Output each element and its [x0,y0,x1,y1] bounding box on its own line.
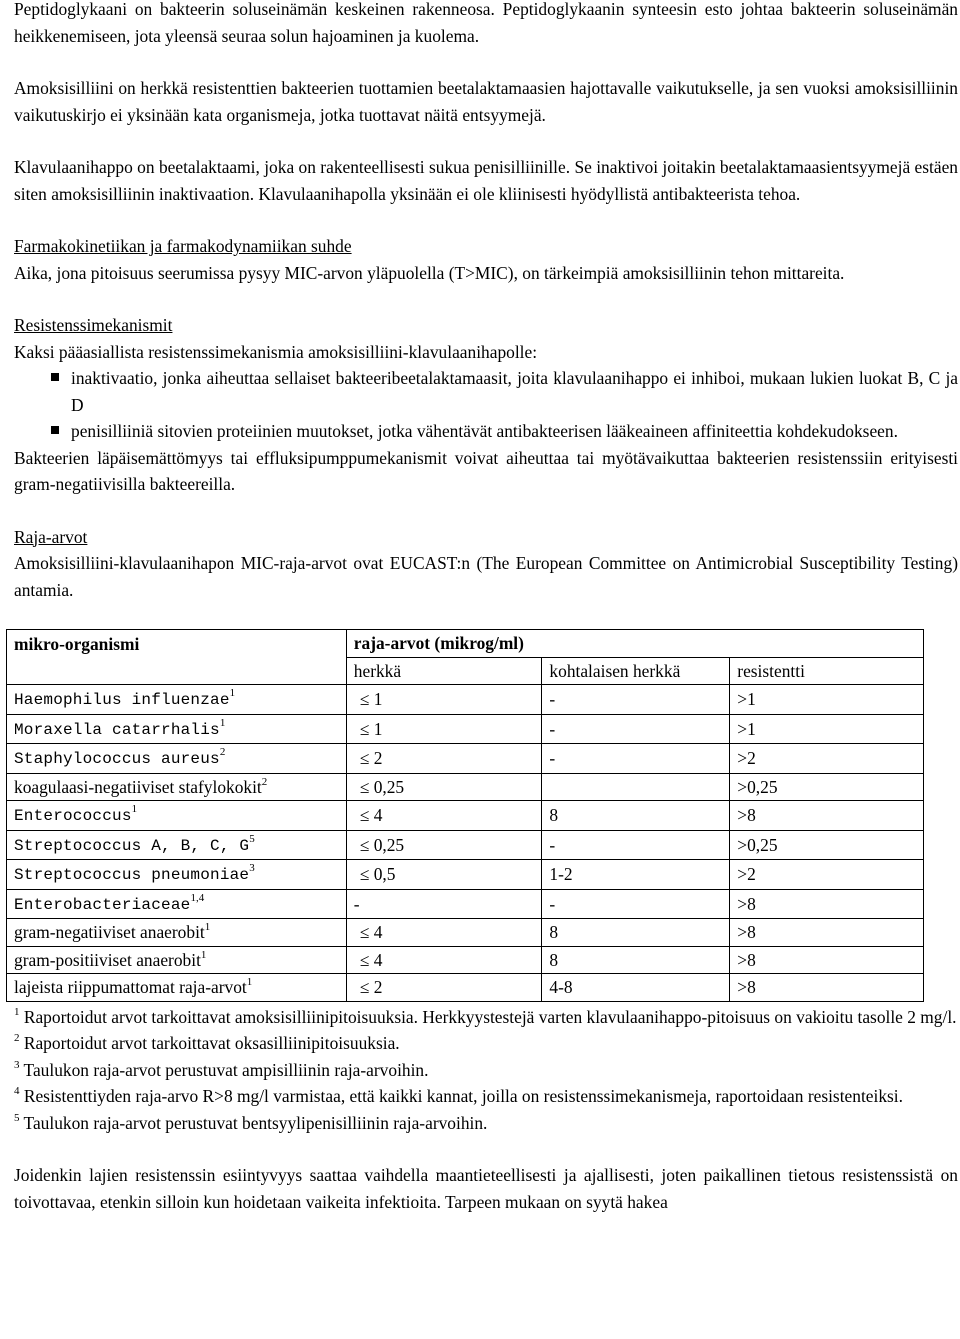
less-equal-icon: ≤ [359,922,370,942]
header-organism: mikro-organismi [7,630,347,685]
intermediate-cell: - [542,744,730,774]
less-equal-icon: ≤ [359,748,370,768]
organism-cell [7,889,347,919]
intermediate-cell: - [542,685,730,715]
paragraph-peptidoglycan: Peptidoglykaani on bakteerin soluseinämän keskeinen rakenneosa. Peptidoglykaanin synteesin esto johtaa bakteerin soluseinämän heikkenemiseen, jota yleensä seuraa solun hajoaminen ja kuolema. [14,0,958,46]
table-row [7,889,924,919]
footnote-ref: 1 [131,803,138,815]
heading-resistance: Resistenssimekanismit [14,315,173,335]
less-equal-icon: ≤ [359,689,370,709]
organism-name: Streptococcus A, B, C, G [14,836,250,855]
susceptible-value: 0,25 [373,776,405,797]
footnote [14,1004,958,1031]
less-equal-icon: ≤ [359,718,370,739]
footnote-ref: 1 [200,948,207,961]
table-row [7,946,924,974]
susceptible-value: 0,5 [373,864,396,884]
footnote-text: Raportoidut arvot tarkoittavat amoksisilliinipitoisuuksia. Herkkyystestejä varten klavulaanihappo-pitoisuus on vakioitu tasolle 2 mg/l. [23,1006,957,1027]
organism-name: Haemophilus influenzae [14,691,230,709]
table-header-row [7,630,924,658]
footnote-number: 4 [14,1085,20,1097]
susceptible-value: 4 [373,805,383,825]
paragraph-clavulanic-acid: Klavulaanihappo on beetalaktaami, joka on rakenteellisesti sukua penisilliinille. Se inaktivoi joitakin beetalaktamaasientsyymejä estäen siten amoksisilliinin inaktivaation. Klavulaanihapolla yksinään ei ole kliinisesti hyödyllistä antibakteerista tehoa. [14,157,958,204]
footnote-text: Taulukon raja-arvot perustuvat bentsyylipenisilliinin raja-arvoihin. [23,1112,488,1133]
footnote-text: Resistenttiyden raja-arvo R>8 mg/l varmistaa, että kaikki kannat, joilla on resistenssimekanismeja, raportoidaan resistenteiksi. [23,1086,903,1106]
organism-cell [7,919,347,947]
intermediate-cell: - [542,830,730,860]
footnote-number: 2 [14,1032,20,1044]
susceptible-value: 4 [373,949,383,970]
paragraph-breakpoints: Amoksisilliini-klavulaanihapon MIC-raja-arvot ovat EUCAST:n (The European Committee on Antimicrobial Susceptibility Testing) antamia. [14,553,958,600]
susceptible-cell [346,860,542,890]
organism-name: Staphylococcus aureus [14,750,220,768]
resistant-cell: >1 [730,685,924,715]
resistant-cell: >0,25 [730,773,924,801]
susceptible-cell [346,830,542,860]
footnote-ref: 1 [246,976,253,988]
table-row [7,801,924,831]
footnotes [14,1004,958,1137]
resistant-cell: >2 [730,744,924,774]
paragraph-pkpd: Aika, jona pitoisuus seerumissa pysyy MIC-arvon yläpuolella (T>MIC), on tärkeimpiä amoksisilliinin tehon mittareita. [14,262,845,283]
list-item-text: penisilliiniä sitovien proteiinien muutokset, jotka vähentävät antibakteerisen lääkeaineen affiniteettia kohdekudokseen. [71,421,898,441]
heading-breakpoints: Raja-arvot [14,526,88,547]
organism-name: gram-negatiiviset anaerobit [14,922,205,942]
breakpoint-table [6,629,924,1002]
footnote-number: 3 [14,1058,20,1071]
organism-cell [7,801,347,831]
resistant-cell: >8 [730,974,924,1002]
intermediate-cell: - [542,714,730,744]
resistant-cell: >0,25 [730,830,924,860]
intermediate-cell: - [542,889,730,919]
organism-name: Enterococcus [14,807,132,825]
footnote [14,1057,958,1084]
table-row [7,744,924,774]
less-equal-icon: ≤ [359,864,370,884]
organism-name: lajeista riippumattomat raja-arvot [14,977,247,997]
intermediate-cell: 8 [542,801,730,831]
paragraph-resistance-outro: Bakteerien läpäisemättömyys tai effluksipumppumekanismit voivat aiheuttaa tai myötävaikuttaa bakteerien resistenssiin erityisesti gram-negatiivisilla bakteereilla. [14,447,958,494]
footnote-text: Raportoidut arvot tarkoittavat oksasilliinipitoisuuksia. [23,1033,400,1053]
susceptible-cell [346,744,542,774]
resistant-cell: >8 [730,919,924,947]
table-row [7,974,924,1002]
susceptible-value: 4 [373,922,383,942]
susceptible-cell [346,919,542,947]
organism-cell [7,714,347,744]
organism-cell [7,685,347,715]
paragraph-resistance-intro: Kaksi pääasiallista resistenssimekanismia amoksisilliini-klavulaanihapolle: [14,341,538,362]
susceptible-cell [346,773,542,801]
footnote-ref: 1 [204,921,211,933]
header-intermediate: kohtalaisen herkkä [542,657,730,685]
paragraph-amoxicillin: Amoksisilliini on herkkä resistenttien bakteerien tuottamien beetalaktamaasien hajottavalle vaikutukselle, ja sen vuoksi amoksisilliinin vaikutuskirjo ei yksinään kata organismeja, jotka tuottavat näitä entsyymejä. [14,78,958,125]
table-row [7,714,924,744]
list-item [14,418,958,445]
list-item-text: inaktivaatio, jonka aiheuttaa sellaiset bakteeribeetalaktamaasit, joita klavulaanihappo ei inhiboi, mukaan lukien luokat B, C ja D [71,368,958,415]
susceptible-cell [346,974,542,1002]
susceptible-cell [346,889,542,919]
intermediate-cell: 8 [542,919,730,947]
susceptible-cell [346,946,542,974]
footnote-number: 5 [14,1111,20,1124]
footnote-ref: 5 [249,832,255,845]
footnote-text: Taulukon raja-arvot perustuvat ampisilliinin raja-arvoihin. [23,1059,429,1080]
susceptible-cell [346,714,542,744]
less-equal-icon: ≤ [359,776,370,797]
paragraph-closing: Joidenkin lajien resistenssin esiintyvyys saattaa vaihdella maantieteellisesti ja ajallisesti, joten paikallinen tietous resistenssistä on toivottavaa, etenkin silloin kun hoidetaan vaikeita infektioita. Tarpeen mukaan on syytä hakea [14,1165,958,1212]
bullet-square-icon [51,373,59,381]
organism-name: gram-positiiviset anaerobit [14,949,201,970]
resistant-cell: >2 [730,860,924,890]
resistant-cell: >8 [730,801,924,831]
footnote-ref: 1,4 [190,891,205,904]
intermediate-cell: 1-2 [542,860,730,890]
table-row [7,860,924,890]
susceptible-value: 1 [373,718,383,739]
organism-cell [7,744,347,774]
organism-cell [7,830,347,860]
organism-name: koagulaasi-negatiiviset stafylokokit [14,776,262,797]
table-row [7,830,924,860]
less-equal-icon: ≤ [359,977,370,997]
table-row [7,773,924,801]
organism-cell [7,773,347,801]
susceptible-value: 2 [373,977,383,997]
footnote [14,1110,958,1137]
resistant-cell: >1 [730,714,924,744]
header-breakpoints: raja-arvot (mikrog/ml) [346,630,923,658]
footnote [14,1083,958,1110]
resistant-cell: >8 [730,946,924,974]
footnote-ref: 2 [219,746,226,758]
header-susceptible: herkkä [346,657,542,685]
susceptible-cell [346,801,542,831]
heading-pkpd: Farmakokinetiikan ja farmakodynamiikan suhde [14,236,352,256]
footnote-ref: 1 [219,716,226,729]
less-equal-icon: ≤ [359,834,370,855]
susceptible-value: 0,25 [373,834,405,855]
intermediate-cell [542,773,730,801]
table-row [7,919,924,947]
organism-cell [7,860,347,890]
header-resistant: resistentti [730,657,924,685]
table-row [7,685,924,715]
organism-name: Streptococcus pneumoniae [14,866,250,884]
susceptible-value: 2 [373,748,383,768]
list-item [14,365,958,418]
organism-cell [7,946,347,974]
less-equal-icon: ≤ [359,949,370,970]
organism-cell [7,974,347,1002]
intermediate-cell: 4-8 [542,974,730,1002]
footnote-ref: 3 [249,862,255,874]
footnote [14,1030,958,1057]
organism-name: Enterobacteriaceae [14,895,191,914]
resistance-mechanism-list [14,365,958,445]
susceptible-cell [346,685,542,715]
susceptible-value: 1 [373,689,383,709]
resistant-cell: >8 [730,889,924,919]
bullet-square-icon [51,426,59,434]
intermediate-cell: 8 [542,946,730,974]
susceptible-value: - [353,893,360,914]
less-equal-icon: ≤ [359,805,370,825]
organism-name: Moraxella catarrhalis [14,720,220,739]
footnote-ref: 1 [229,687,236,699]
footnote-ref: 2 [261,775,268,788]
footnote-number: 1 [14,1005,20,1018]
